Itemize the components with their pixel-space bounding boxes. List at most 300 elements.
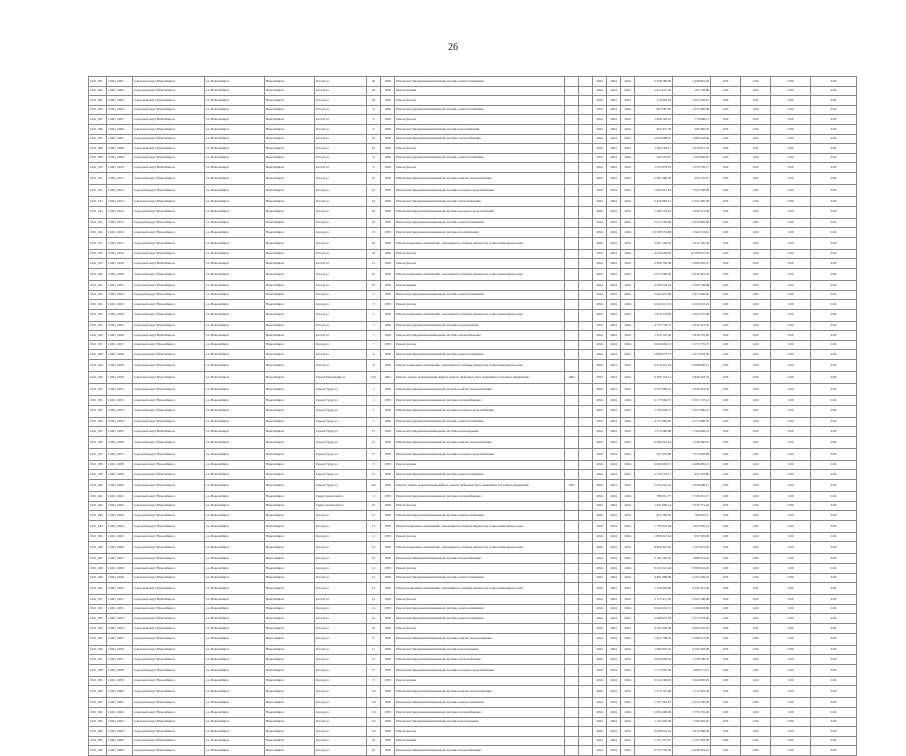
table-cell: 8 468 361,14: [635, 436, 673, 448]
table-cell: 11061_0044: [107, 520, 133, 532]
table-cell: 2024: [621, 532, 635, 542]
table-cell: городской округ Новосибирск: [133, 583, 205, 595]
table-cell: 1021_022: [89, 290, 107, 300]
table-cell: 1021_018: [89, 249, 107, 259]
table-cell: Новосибирск: [265, 321, 315, 331]
table-cell: 2024: [607, 736, 621, 746]
table-cell: 951 976,86: [635, 448, 673, 460]
table-cell: 1021_056: [89, 645, 107, 655]
table-cell: 11061_0026: [107, 331, 133, 341]
table-cell: 0,00: [811, 501, 857, 511]
table-row: [89, 736, 857, 746]
table-cell: Новосибирск: [265, 360, 315, 372]
table-cell: 0,00: [811, 686, 857, 698]
table-cell: городской округ Новосибирск: [133, 384, 205, 396]
table-cell: 11061_0032: [107, 396, 133, 406]
table-cell: Ремонт фасада: [395, 501, 565, 511]
table-cell: 0,00: [711, 163, 741, 173]
table-cell: 2024: [607, 520, 621, 532]
table-cell: [565, 614, 579, 624]
table-cell: городской округ Новосибирск: [133, 172, 205, 184]
table-cell: 0,00: [711, 144, 741, 154]
table-cell: 5: [367, 300, 381, 310]
table-cell: 11061_0054: [107, 623, 133, 633]
table-cell: Новосибирск: [265, 746, 315, 756]
table-cell: Ремонт внутридомовой инженерной системы электроснабжения: [395, 614, 565, 624]
table-cell: 0,00: [711, 396, 741, 406]
table-cell: Героев Труда ул: [315, 480, 367, 492]
table-cell: 11061_0011: [107, 172, 133, 184]
table-cell: 1958: [381, 350, 395, 360]
table-cell: 1 964 213,09: [673, 206, 711, 218]
table-row: [89, 427, 857, 437]
table-cell: 1021_028: [89, 350, 107, 360]
table-cell: 2024: [621, 163, 635, 173]
table-cell: 11061_0035: [107, 427, 133, 437]
table-cell: городской округ Новосибирск: [133, 604, 205, 614]
table-cell: 1021_040: [89, 480, 107, 492]
table-cell: Новосибирск: [265, 470, 315, 480]
table-cell: [579, 736, 593, 746]
table-cell: 4 891 998,69: [635, 573, 673, 583]
table-cell: 2024: [607, 511, 621, 521]
table-cell: [565, 532, 579, 542]
table-cell: г.о. Новосибирск: [205, 396, 265, 406]
table-row: [89, 655, 857, 665]
table-cell: 17: [367, 655, 381, 665]
table-cell: 1021_060: [89, 686, 107, 698]
table-cell: городской округ Новосибирск: [133, 554, 205, 564]
capital-repair-table: [88, 76, 857, 756]
table-cell: Ремонт фасада: [395, 115, 565, 125]
table-cell: 1021_019: [89, 259, 107, 269]
table-cell: 4 177 966,76: [673, 417, 711, 427]
table-cell: 2 503 285,58: [673, 196, 711, 206]
table-cell: 951 583,08: [673, 532, 711, 542]
table-cell: 2024: [593, 360, 607, 372]
table-cell: 1021_026: [89, 331, 107, 341]
table-row: [89, 153, 857, 163]
table-cell: 1958: [381, 268, 395, 280]
table-cell: г.о. Новосибирск: [205, 417, 265, 427]
table-cell: Ремонт фасада: [395, 532, 565, 542]
table-cell: 0,00: [811, 134, 857, 144]
table-cell: 2024: [593, 321, 607, 331]
table-row: [89, 470, 857, 480]
table-cell: 0,00: [771, 237, 811, 249]
table-cell: 1958: [381, 331, 395, 341]
table-cell: 11061_0021: [107, 280, 133, 290]
table-cell: Ремонт внутридомовой инженерной системы электроснабжения: [395, 573, 565, 583]
table-cell: [579, 331, 593, 341]
table-cell: Новосибирск: [265, 686, 315, 698]
table-cell: 1021_006: [89, 124, 107, 134]
table-cell: 2024: [621, 396, 635, 406]
table-cell: 0,00: [711, 321, 741, 331]
table-cell: [579, 746, 593, 756]
table-cell: 0,00: [771, 360, 811, 372]
table-cell: 2024: [607, 144, 621, 154]
table-cell: Новосибирск: [265, 105, 315, 115]
table-cell: 1958: [381, 664, 395, 676]
table-cell: 6 938 919,16: [635, 727, 673, 737]
table-cell: 0,00: [811, 309, 857, 321]
table-cell: [565, 384, 579, 396]
table-cell: г.о. Новосибирск: [205, 300, 265, 310]
table-cell: 2024: [607, 228, 621, 238]
table-cell: 2024: [607, 350, 621, 360]
table-cell: 1 776 155,00: [673, 707, 711, 717]
table-cell: 1021_004: [89, 105, 107, 115]
table-row: [89, 321, 857, 331]
table-cell: 1 531 638,28: [673, 184, 711, 196]
table-cell: Новосибирск: [265, 340, 315, 350]
table-cell: городской округ Новосибирск: [133, 237, 205, 249]
table-cell: 14: [367, 595, 381, 605]
table-cell: 11061_0050: [107, 583, 133, 595]
table-row: [89, 573, 857, 583]
table-cell: 0,00: [741, 249, 771, 259]
table-cell: Ремонт внутридомовой инженерной системы теплоснабжения: [395, 554, 565, 564]
table-cell: 1021_042: [89, 501, 107, 511]
table-cell: 0,00: [711, 676, 741, 686]
table-cell: 7: [367, 321, 381, 331]
table-row: [89, 520, 857, 532]
table-cell: 2024: [607, 96, 621, 106]
table-cell: [579, 564, 593, 574]
table-cell: [565, 583, 579, 595]
table-cell: 2024: [607, 664, 621, 676]
table-cell: 2024: [593, 172, 607, 184]
table-cell: 11061_0043: [107, 511, 133, 521]
table-cell: Новосибирск: [265, 153, 315, 163]
table-cell: 8 869 310,65: [635, 542, 673, 554]
table-cell: Ремонт внутридомовой инженерной системы теплоснабжения: [395, 196, 565, 206]
table-cell: 1958: [381, 384, 395, 396]
table-cell: 0,00: [771, 290, 811, 300]
table-cell: г.о. Новосибирск: [205, 664, 265, 676]
table-cell: 1: [367, 396, 381, 406]
table-cell: г.о. Новосибирск: [205, 480, 265, 492]
table-cell: 1958: [381, 746, 395, 756]
table-cell: [565, 268, 579, 280]
table-row: [89, 623, 857, 633]
table-cell: Гоголя ул: [315, 360, 367, 372]
table-cell: 1021_002: [89, 86, 107, 96]
table-row: [89, 564, 857, 574]
table-cell: 1958: [381, 460, 395, 470]
table-cell: Ремонт внутридомовой инженерной системы горячего водоснабжения: [395, 633, 565, 645]
table-cell: 1958: [381, 623, 395, 633]
table-cell: 1021_048: [89, 564, 107, 574]
table-row: [89, 144, 857, 154]
table-cell: Гоголя ул: [315, 172, 367, 184]
table-cell: 0,00: [811, 124, 857, 134]
table-cell: Гоголя ул: [315, 228, 367, 238]
table-cell: [579, 163, 593, 173]
table-cell: 2024: [607, 134, 621, 144]
table-cell: 2024: [621, 309, 635, 321]
table-cell: Ремонт внутридомовой инженерной системы теплоснабжения: [395, 746, 565, 756]
table-cell: 12: [367, 542, 381, 554]
table-cell: 11061_0015: [107, 218, 133, 228]
table-cell: [579, 196, 593, 206]
table-cell: 0,00: [771, 280, 811, 290]
table-cell: 1958: [381, 206, 395, 218]
table-cell: 5 874 468,06: [635, 707, 673, 717]
table-cell: Гоголя ул: [315, 633, 367, 645]
table-cell: 0,00: [741, 237, 771, 249]
table-cell: 0,00: [811, 698, 857, 708]
table-cell: 2024: [621, 300, 635, 310]
table-cell: 0,00: [741, 470, 771, 480]
table-row: [89, 259, 857, 269]
table-cell: 2024: [607, 163, 621, 173]
table-cell: 1 819 576,82: [673, 331, 711, 341]
table-cell: Ремонт внутридомовой инженерной системы теплоснабжения: [395, 331, 565, 341]
table-cell: 1 947 005,14: [673, 520, 711, 532]
table-cell: 2024: [621, 144, 635, 154]
table-cell: Гоголя ул: [315, 645, 367, 655]
table-cell: 0,00: [771, 115, 811, 125]
table-cell: 2024: [621, 372, 635, 384]
table-cell: 3 102 320,25: [635, 554, 673, 564]
table-cell: 0,00: [711, 196, 741, 206]
table-cell: 0,00: [741, 206, 771, 218]
table-cell: 2 849 434,33: [673, 372, 711, 384]
table-cell: 0,00: [811, 77, 857, 87]
table-cell: 0,00: [811, 427, 857, 437]
table-cell: 1958: [381, 492, 395, 502]
table-cell: Новосибирск: [265, 163, 315, 173]
table-cell: Ремонт внутридомовой инженерной системы электроснабжения: [395, 350, 565, 360]
table-cell: 1958: [381, 405, 395, 417]
table-cell: 2024: [593, 96, 607, 106]
table-cell: 0,00: [741, 163, 771, 173]
table-cell: 2024: [621, 196, 635, 206]
table-cell: 11061_0033: [107, 405, 133, 417]
table-cell: 2024: [621, 360, 635, 372]
table-cell: 867 087,65: [635, 105, 673, 115]
table-cell: 0,00: [771, 664, 811, 676]
table-cell: г.о. Новосибирск: [205, 564, 265, 574]
table-cell: 563 576,67: [635, 153, 673, 163]
table-cell: Ремонт внутридомовой инженерной системы холодного водоснабжения: [395, 206, 565, 218]
table-cell: 0,00: [711, 746, 741, 756]
table-cell: 2024: [593, 153, 607, 163]
table-cell: Новосибирск: [265, 134, 315, 144]
table-cell: 0,00: [741, 309, 771, 321]
table-cell: Ремонт, замена, модернизация лифтов, ремонт лифтовых шахт, машинных и блочных помещений: [395, 372, 565, 384]
table-cell: 2024: [607, 124, 621, 134]
table-cell: г.о. Новосибирск: [205, 360, 265, 372]
table-row: [89, 717, 857, 727]
table-cell: 0,00: [771, 727, 811, 737]
table-cell: 0,00: [811, 360, 857, 372]
table-cell: 1 235 123,36: [635, 331, 673, 341]
table-cell: 0,00: [741, 564, 771, 574]
table-cell: 2024: [593, 206, 607, 218]
table-cell: 2 426 965,51: [635, 196, 673, 206]
table-cell: 0,00: [771, 309, 811, 321]
table-cell: 1021_025: [89, 321, 107, 331]
table-cell: Гоголя ул: [315, 196, 367, 206]
table-cell: [565, 86, 579, 96]
table-cell: 17: [367, 470, 381, 480]
table-cell: [579, 259, 593, 269]
table-cell: Новосибирск: [265, 184, 315, 196]
table-cell: 0,00: [741, 676, 771, 686]
table-cell: 15: [367, 184, 381, 196]
table-row: [89, 664, 857, 676]
table-cell: городской округ Новосибирск: [133, 124, 205, 134]
table-cell: 0,00: [811, 331, 857, 341]
table-cell: 2024: [621, 427, 635, 437]
table-cell: г.о. Новосибирск: [205, 331, 265, 341]
table-cell: Ремонт внутридомовой инженерной системы теплоснабжения: [395, 134, 565, 144]
table-cell: 2024: [593, 573, 607, 583]
table-row: [89, 115, 857, 125]
table-cell: 2024: [593, 268, 607, 280]
table-cell: г.о. Новосибирск: [205, 717, 265, 727]
table-cell: [565, 300, 579, 310]
table-cell: 1958: [381, 309, 395, 321]
table-cell: 2024: [593, 300, 607, 310]
table-cell: [565, 698, 579, 708]
table-cell: 2024: [621, 405, 635, 417]
table-cell: 2024: [593, 501, 607, 511]
table-cell: 1021_050: [89, 583, 107, 595]
table-cell: 1 572 686,68: [635, 427, 673, 437]
table-cell: 2024: [593, 542, 607, 554]
table-cell: г.о. Новосибирск: [205, 153, 265, 163]
table-cell: 0,00: [771, 436, 811, 448]
table-cell: 2024: [607, 554, 621, 564]
table-cell: 1958: [381, 237, 395, 249]
table-cell: 2024: [593, 290, 607, 300]
table-cell: 0,00: [741, 372, 771, 384]
table-cell: 0,00: [711, 595, 741, 605]
table-cell: 2 675 200,65: [635, 268, 673, 280]
table-cell: Ремонт, замена, модернизация лифтов, ремонт лифтовых шахт, машинных и блочных помещений: [395, 480, 565, 492]
table-cell: 2024: [593, 86, 607, 96]
table-cell: 2024: [607, 340, 621, 350]
table-cell: городской округ Новосибирск: [133, 396, 205, 406]
table-cell: городской округ Новосибирск: [133, 480, 205, 492]
table-row: [89, 604, 857, 614]
table-cell: 603 472,79: [635, 124, 673, 134]
table-cell: 21: [367, 268, 381, 280]
table-cell: 0,00: [771, 542, 811, 554]
table-cell: 1958: [381, 280, 395, 290]
table-cell: 2024: [621, 686, 635, 698]
table-cell: 0,00: [741, 727, 771, 737]
table-cell: 2024: [621, 436, 635, 448]
table-cell: 2024: [593, 532, 607, 542]
table-cell: 1021_024: [89, 309, 107, 321]
table-cell: [579, 300, 593, 310]
table-cell: 1 709 322,67: [673, 717, 711, 727]
table-cell: 0,00: [811, 480, 857, 492]
table-row: [89, 350, 857, 360]
table-cell: 1: [367, 417, 381, 427]
table-cell: 0,00: [711, 290, 741, 300]
table-cell: г.о. Новосибирск: [205, 290, 265, 300]
table-cell: Новосибирск: [265, 309, 315, 321]
table-cell: 2024: [607, 480, 621, 492]
table-cell: 0,00: [811, 664, 857, 676]
table-cell: 0,00: [741, 583, 771, 595]
table-cell: 0,00: [711, 417, 741, 427]
table-cell: 0,00: [711, 331, 741, 341]
table-cell: 2024: [593, 309, 607, 321]
table-cell: [579, 511, 593, 521]
table-cell: 1958: [381, 86, 395, 96]
table-cell: г.о. Новосибирск: [205, 655, 265, 665]
table-cell: 19: [367, 228, 381, 238]
table-cell: 0,00: [771, 448, 811, 460]
table-cell: 8 102 321,46: [673, 583, 711, 595]
table-cell: 1021_032: [89, 396, 107, 406]
table-cell: 2024: [621, 115, 635, 125]
table-cell: 19: [367, 736, 381, 746]
table-cell: 4 443 313,35: [635, 300, 673, 310]
table-cell: 0,00: [771, 384, 811, 396]
table-cell: 12: [367, 144, 381, 154]
table-cell: 2 601 194,55: [635, 237, 673, 249]
table-cell: г.о. Новосибирск: [205, 460, 265, 470]
table-cell: 1 898 223,62: [635, 532, 673, 542]
table-cell: Новосибирск: [265, 96, 315, 106]
table-cell: 0,00: [741, 480, 771, 492]
table-cell: городской округ Новосибирск: [133, 717, 205, 727]
table-cell: 11061_0007: [107, 134, 133, 144]
table-cell: Новосибирск: [265, 206, 315, 218]
table-cell: 2024: [593, 218, 607, 228]
table-cell: 4 177 905,95: [635, 417, 673, 427]
table-cell: 2 538 786,09: [635, 77, 673, 87]
table-cell: 4 226 425,45: [673, 268, 711, 280]
table-cell: г.о. Новосибирск: [205, 228, 265, 238]
table-cell: 2024: [593, 105, 607, 115]
table-cell: 11061_0063: [107, 717, 133, 727]
table-cell: 2024: [607, 542, 621, 554]
table-cell: 1021_036: [89, 436, 107, 448]
table-cell: [565, 196, 579, 206]
table-cell: 2024: [607, 268, 621, 280]
table-cell: 1021_005: [89, 115, 107, 125]
table-cell: Гоголя ул: [315, 124, 367, 134]
table-cell: городской округ Новосибирск: [133, 350, 205, 360]
table-cell: 19: [367, 218, 381, 228]
table-cell: 2024: [621, 604, 635, 614]
table-cell: 1958: [381, 707, 395, 717]
table-cell: 6 098 850,13: [673, 360, 711, 372]
table-cell: [579, 492, 593, 502]
table-cell: [579, 614, 593, 624]
table-cell: Гоголя ул: [315, 604, 367, 614]
table-cell: [579, 172, 593, 184]
table-cell: Новосибирск: [265, 417, 315, 427]
table-cell: [579, 676, 593, 686]
table-cell: [565, 124, 579, 134]
table-cell: 0,00: [771, 86, 811, 96]
table-cell: Новосибирск: [265, 384, 315, 396]
table-cell: 1021_013: [89, 196, 107, 206]
table-cell: 1 251 798,33: [635, 633, 673, 645]
table-cell: 0,00: [771, 228, 811, 238]
table-cell: городской округ Новосибирск: [133, 520, 205, 532]
